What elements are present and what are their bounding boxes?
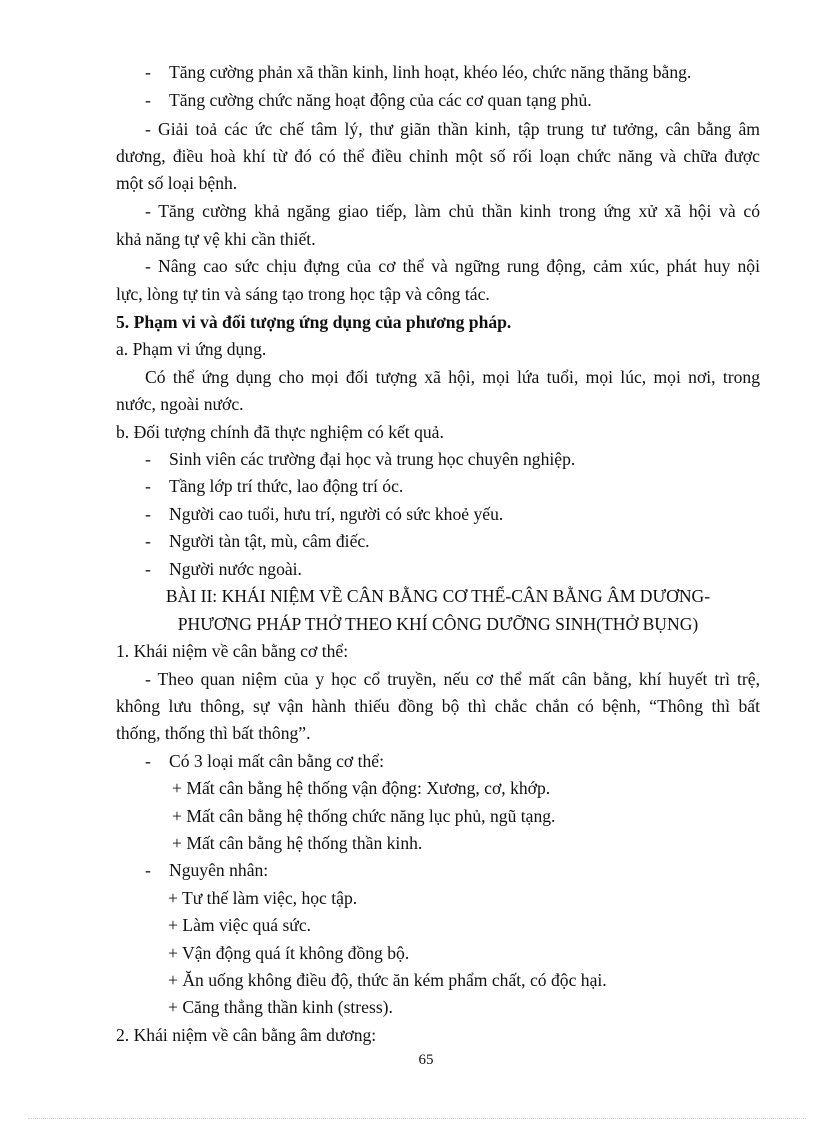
section-heading: 5. Phạm vi và đối tượng ứng dụng của phương pháp. [116,312,512,332]
bullet-dash: - [145,90,151,110]
bullet-dash: - [145,751,151,771]
paragraph-line: dương, điều hoà khí từ đó có thể điều chỉnh một số rối loạn chức năng và chữa được [116,146,760,166]
plus-item: + Căng thẳng thần kinh (stress). [168,997,393,1017]
paragraph-line: - Tăng cường khả ngăng giao tiếp, làm chủ thần kinh trong ứng xử xã hội và có [145,201,760,221]
paragraph-line: - Nâng cao sức chịu đựng của cơ thể và ngững rung động, cảm xúc, phát huy nội [145,256,760,276]
bullet-dash: - [145,504,151,524]
plus-item: + Ăn uống không điều độ, thức ăn kém phẩm chất, có độc hại. [168,970,607,990]
subsection-heading: b. Đối tượng chính đã thực nghiệm có kết quả. [116,422,444,442]
section-heading: 1. Khái niệm về cân bằng cơ thể: [116,641,349,661]
page-number: 65 [418,1052,434,1068]
paragraph-line: một số loại bệnh. [116,173,238,193]
bullet-text: Tầng lớp trí thức, lao động trí óc. [169,476,404,496]
paragraph-line: - Theo quan niệm của y học cổ truyền, nếu cơ thể mất cân bằng, khí huyết trì trệ, [145,669,760,689]
paragraph-line: Có thể ứng dụng cho mọi đối tượng xã hội, mọi lứa tuổi, mọi lúc, mọi nơi, trong [145,367,760,387]
bullet-text: Tăng cường phản xã thần kinh, linh hoạt, khéo léo, chức năng thăng bằng. [169,62,692,82]
lesson-title: BÀI II: KHÁI NIỆM VỀ CÂN BẰNG CƠ THỂ-CÂN BẰNG ÂM DƯƠNG- [165,586,711,606]
subsection-heading: a. Phạm vi ứng dụng. [116,339,267,359]
plus-item: + Mất cân bằng hệ thống chức năng lục phủ, ngũ tạng. [172,806,556,826]
bullet-dash: - [145,449,151,469]
paragraph-line: không lưu thông, sự vận hành thiếu đồng bộ thì chắc chắn có bệnh, “Thông thì bất [116,696,760,716]
lesson-title: PHƯƠNG PHÁP THỞ THEO KHÍ CÔNG DƯỠNG SINH(THỞ BỤNG) [177,614,699,634]
bullet-dash: - [145,860,151,880]
section-heading: 2. Khái niệm về cân bằng âm dương: [116,1025,377,1045]
plus-item: + Vận động quá ít không đồng bộ. [168,943,410,963]
bullet-dash: - [145,62,151,82]
bullet-text: Người nước ngoài. [169,559,302,579]
paragraph-line: thống, thống thì bất thông”. [116,723,311,743]
paragraph-line: - Giải toả các ức chế tâm lý, thư giãn thần kinh, tập trung tư tưởng, cân bằng âm [145,119,760,139]
page-bottom-divider [28,1118,806,1119]
plus-item: + Mất cân bằng hệ thống thần kinh. [172,833,423,853]
plus-item: + Tư thế làm việc, học tập. [168,888,358,908]
bullet-text: Có 3 loại mất cân bằng cơ thể: [169,751,384,771]
paragraph-line: lực, lòng tự tin và sáng tạo trong học tập và công tác. [116,284,490,304]
bullet-dash: - [145,531,151,551]
bullet-text: Tăng cường chức năng hoạt động của các cơ quan tạng phủ. [169,90,592,110]
bullet-text: Sinh viên các trường đại học và trung học chuyên nghiệp. [169,449,576,469]
paragraph-line: khả năng tự vệ khi cần thiết. [116,229,316,249]
bullet-text: Người tàn tật, mù, câm điếc. [169,531,370,551]
bullet-dash: - [145,476,151,496]
plus-item: + Làm việc quá sức. [168,915,312,935]
bullet-text: Người cao tuổi, hưu trí, người có sức khoẻ yếu. [169,504,504,524]
plus-item: + Mất cân bằng hệ thống vận động: Xương, cơ, khớp. [172,778,551,798]
bullet-text: Nguyên nhân: [169,860,269,880]
paragraph-line: nước, ngoài nước. [116,394,244,414]
bullet-dash: - [145,559,151,579]
